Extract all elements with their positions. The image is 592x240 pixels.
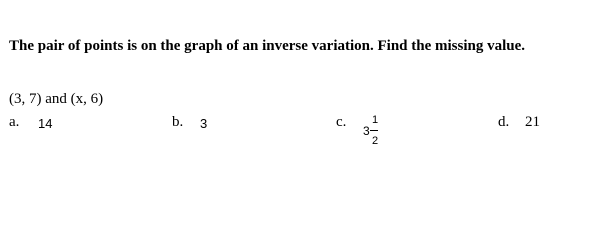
fraction-bar [370, 130, 378, 131]
fraction-denominator: 2 [371, 135, 379, 147]
mixed-number-whole: 3 [363, 124, 370, 138]
choice-letter: b. [172, 114, 184, 130]
choice-value: 14 [38, 116, 53, 131]
given-points: (3, 7) and (x, 6) [9, 91, 104, 107]
choice-value: 3 [200, 116, 208, 131]
choice-letter: a. [9, 114, 20, 130]
mixed-number [363, 114, 383, 152]
fraction-numerator: 1 [371, 114, 379, 126]
choice-letter: d. [498, 114, 510, 130]
choice-value: 21 [525, 114, 540, 130]
choice-letter: c. [336, 114, 347, 130]
question-text: The pair of points is on the graph of an inverse variation. Find the missing value. [9, 38, 526, 54]
